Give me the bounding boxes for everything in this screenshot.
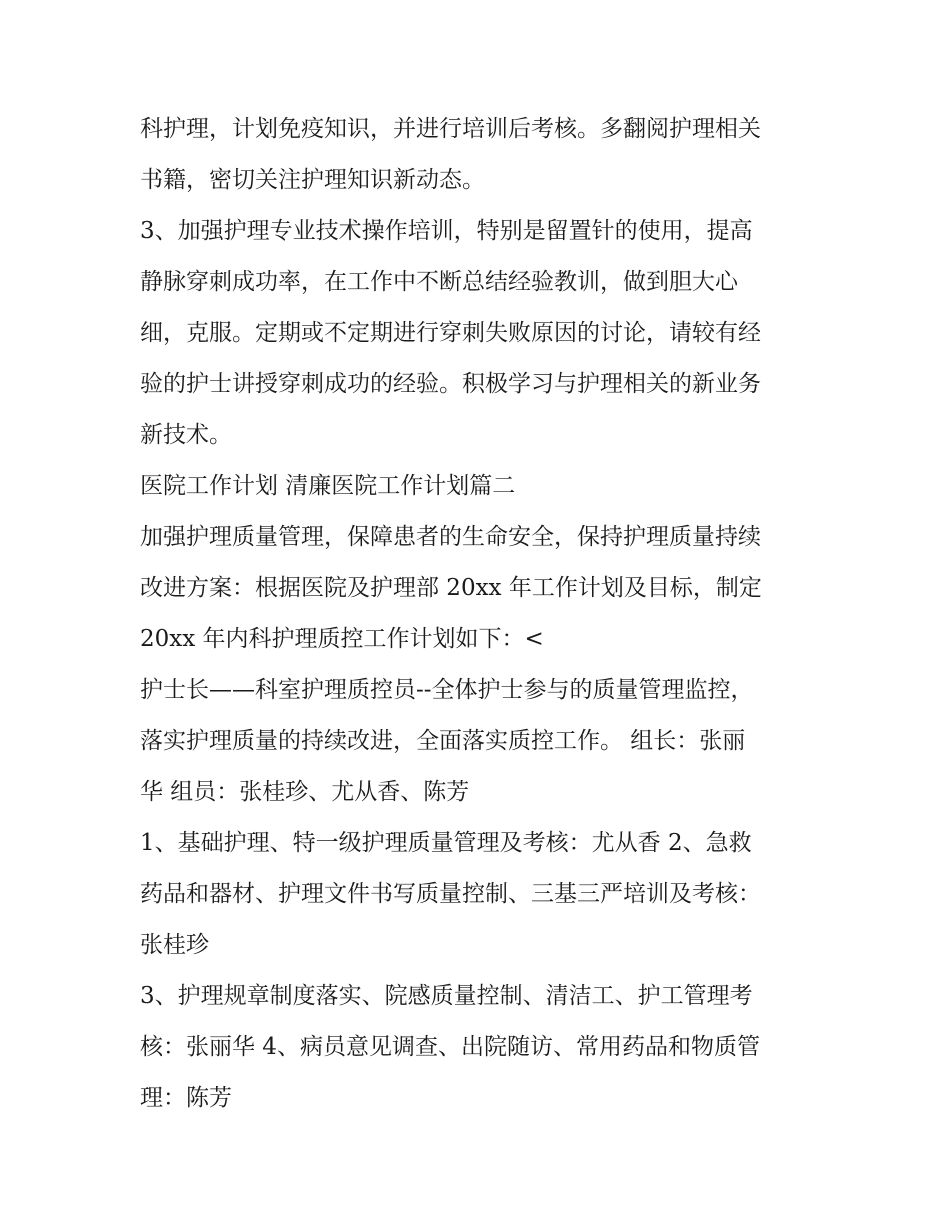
text-line: 静脉穿刺成功率，在工作中不断总结经验教训，做到胆大心 <box>140 269 738 295</box>
text-line: 书籍，密切关注护理知识新动态。 <box>140 167 485 193</box>
text-line: 落实护理质量的持续改进，全面落实质控工作。 组长：张丽 <box>140 728 746 754</box>
text-line: 3、加强护理专业技术操作培训，特别是留置针的使用，提高 <box>140 218 753 244</box>
text-line: 科护理，计划免疫知识，并进行培训后考核。多翻阅护理相关 <box>140 116 761 142</box>
text-line: 理：陈芳 <box>140 1085 232 1111</box>
text-line: 20xx 年内科护理质控工作计划如下：< <box>140 626 544 652</box>
text-line: 1、基础护理、特一级护理质量管理及考核：尤从香 2、急救 <box>140 830 752 856</box>
text-line: 华 组员：张桂珍、尤从香、陈芳 <box>140 779 470 805</box>
text-line: 药品和器材、护理文件书写质量控制、三基三严培训及考核： <box>140 881 761 907</box>
document-body <box>140 104 820 1124</box>
section-heading: 医院工作计划 清廉医院工作计划篇二 <box>140 473 516 499</box>
text-line: 细，克服。定期或不定期进行穿刺失败原因的讨论，请较有经 <box>140 320 761 346</box>
text-line: 验的护士讲授穿刺成功的经验。积极学习与护理相关的新业务 <box>140 371 761 397</box>
text-line: 3、护理规章制度落实、院感质量控制、清洁工、护工管理考 <box>140 983 753 1009</box>
text-line: 新技术。 <box>140 422 232 448</box>
text-line: 改进方案：根据医院及护理部 20xx 年工作计划及目标，制定 <box>140 575 762 601</box>
text-line: 护士长——科室护理质控员--全体护士参与的质量管理监控， <box>140 677 754 703</box>
text-line: 加强护理质量管理，保障患者的生命安全，保持护理质量持续 <box>140 524 761 550</box>
text-line: 张桂珍 <box>140 932 209 958</box>
text-line: 核：张丽华 4、病员意见调查、出院随访、常用药品和物质管 <box>140 1034 760 1060</box>
